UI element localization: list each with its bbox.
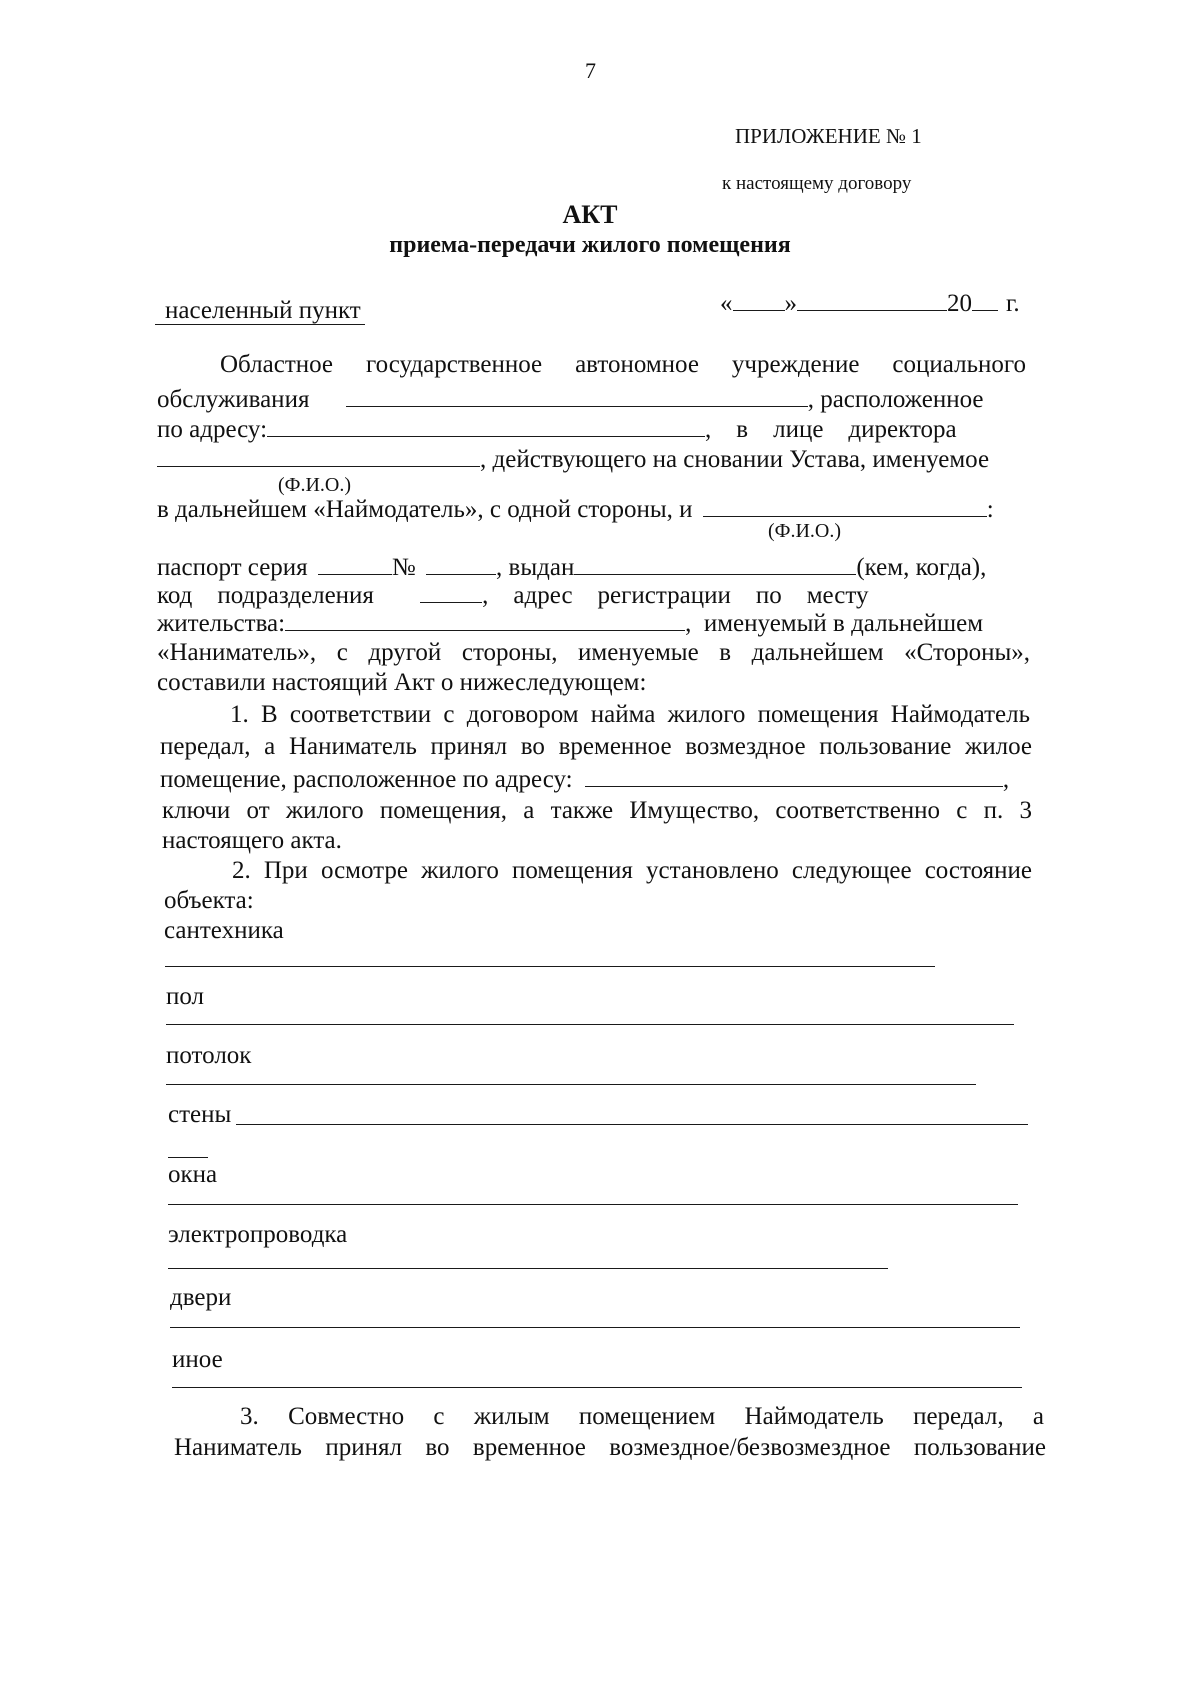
clause1-line-3: [160, 764, 1009, 795]
text-imenuemyy: , именуемый в дальнейшем: [685, 610, 984, 637]
clause1-line-4: ключи от жилого помещения, а также Имущество, соответственно с п. 3: [162, 797, 1032, 824]
fio-caption-2: (Ф.И.О.): [768, 520, 842, 542]
clause1-line-2: передал, а Наниматель принял во временное возмездное пользование жилое: [160, 733, 1032, 760]
text-zhitelstva: жительства:: [157, 610, 286, 637]
passport-series-blank: [318, 552, 392, 575]
institution-name-blank: [346, 384, 808, 407]
item-pol-blank: [166, 1024, 1014, 1025]
document-subtitle: приема-передачи жилого помещения: [389, 232, 791, 258]
clause1-line-5: настоящего акта.: [162, 827, 342, 854]
institution-address-blank: [267, 414, 705, 437]
text-colon: :: [986, 496, 994, 523]
date-quote-close: »: [784, 290, 797, 317]
text-pasport-seriya: паспорт серия: [157, 554, 308, 581]
month-blank: [797, 288, 947, 311]
division-code-blank: [420, 580, 482, 603]
date-quote-open: «: [720, 290, 733, 317]
item-inoe-blank: [172, 1387, 1022, 1388]
document-title: АКТ: [562, 200, 618, 229]
premises-address-blank: [585, 764, 1003, 787]
item-okna-blank: [168, 1204, 1018, 1205]
fio-caption-1: (Ф.И.О.): [278, 474, 352, 496]
passport-number-blank: [426, 552, 496, 575]
text-raspolozhennoe: , расположенное: [807, 386, 984, 413]
clause2-line-2: объекта:: [164, 887, 254, 914]
preamble-line-4: [157, 444, 989, 475]
preamble-line-5: [157, 494, 994, 525]
place-label: населенный пункт: [155, 297, 365, 325]
preamble-line-9: «Наниматель», с другой стороны, именуемые в дальнейшем «Стороны»,: [157, 639, 1030, 666]
text-deystvuyushchego: , действующего на сновании Устава, именуемое: [480, 446, 990, 473]
clause2-line-1: 2. При осмотре жилого помещения установлено следующее состояние: [232, 857, 1032, 884]
tenant-address-blank: [285, 608, 685, 631]
director-name-blank: [157, 444, 480, 467]
item-dveri-blank: [170, 1327, 1020, 1328]
text-naymodatel: в дальнейшем «Наймодатель», с одной стороны, и: [157, 496, 693, 523]
text-po-adresu: по адресу:: [157, 416, 268, 443]
item-steny-blank: [236, 1124, 1028, 1125]
text-adres-registracii: , адрес регистрации по месту: [482, 582, 869, 609]
passport-issued-blank: [574, 552, 856, 575]
page-number: 7: [585, 58, 596, 83]
text-kem-kogda: (кем, когда),: [856, 554, 987, 581]
item-santehnika-label: сантехника: [164, 917, 284, 944]
day-blank: [733, 288, 785, 311]
preamble-line-8: [157, 608, 983, 639]
appendix-subtitle: к настоящему договору: [722, 173, 912, 194]
item-okna-label: окна: [168, 1161, 218, 1188]
date-field: [720, 288, 1020, 319]
item-elektroprovodka-label: электропроводка: [168, 1221, 348, 1248]
item-steny-text: стены: [168, 1101, 232, 1128]
item-inoe-label: иное: [172, 1346, 223, 1373]
place-field: [155, 296, 365, 326]
text-obsluzhivaniya: обслуживания: [157, 386, 310, 413]
preamble-line-6: [157, 552, 986, 583]
preamble-line-1: Областное государственное автономное учреждение социального: [220, 351, 1026, 378]
text-number-sign: №: [391, 554, 416, 581]
clause1-line-1: 1. В соответствии с договором найма жилого помещения Наймодатель: [230, 701, 1030, 728]
year-suffix: г.: [1006, 290, 1020, 317]
item-pol-label: пол: [166, 983, 205, 1010]
preamble-line-10: составили настоящий Акт о нижеследующем:: [157, 669, 647, 696]
year-prefix: 20: [947, 290, 972, 317]
text-raspolozhennoe-po-adresu: помещение, расположенное по адресу:: [160, 766, 573, 793]
preamble-line-2: [157, 384, 1027, 415]
item-dveri-label: двери: [170, 1284, 232, 1311]
year-blank: [972, 288, 998, 311]
appendix-title: ПРИЛОЖЕНИЕ № 1: [735, 124, 922, 148]
text-vydan: , выдан: [496, 554, 575, 581]
text-comma: ,: [1002, 766, 1010, 793]
clause3-line-2: Наниматель принял во временное возмездное/безвозмездное пользование: [174, 1434, 1046, 1461]
text-v-lice-direktora: , в лице директора: [705, 416, 957, 443]
clause3-line-1: 3. Совместно с жилым помещением Наймодатель передал, а: [240, 1403, 1044, 1430]
text-kod-podrazdeleniya: код подразделения: [157, 582, 374, 609]
item-potolok-blank: [166, 1084, 976, 1085]
preamble-line-3: [157, 414, 957, 445]
item-santehnika-blank: [165, 966, 935, 967]
tenant-name-blank: [703, 494, 987, 517]
item-steny-blank-continued: [168, 1157, 208, 1158]
item-elektroprovodka-blank: [168, 1268, 888, 1269]
preamble-line-7: [157, 580, 868, 611]
item-steny-label: [168, 1100, 231, 1130]
item-potolok-label: потолок: [166, 1042, 252, 1069]
